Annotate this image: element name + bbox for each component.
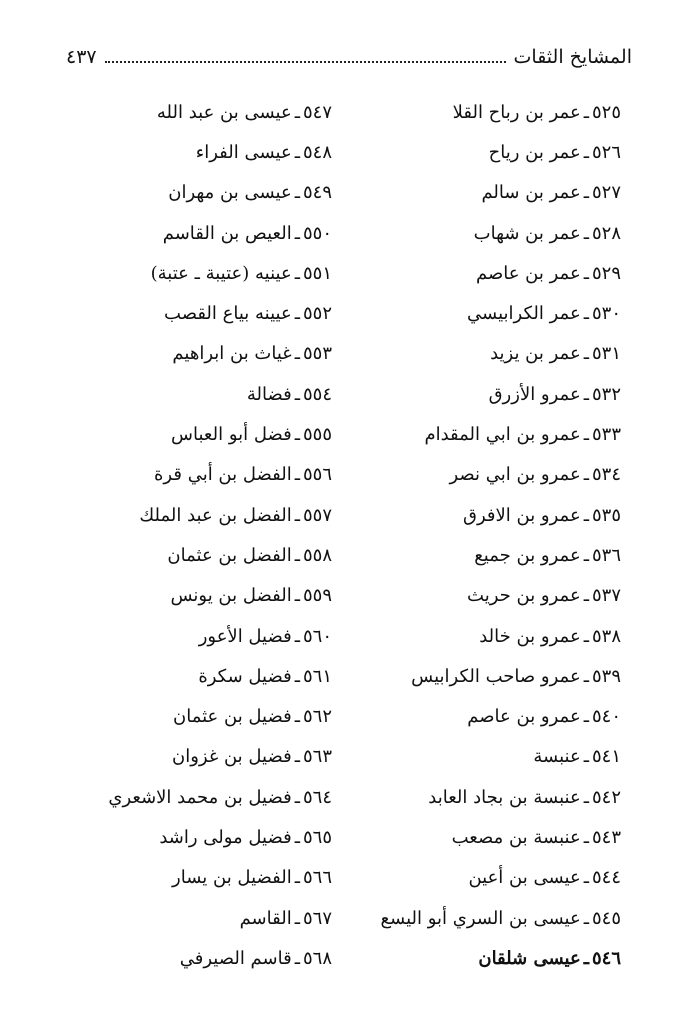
entry-name: الفضل بن أبي قرة bbox=[154, 464, 292, 486]
entry-name: عمرو بن ابي نصر bbox=[449, 464, 581, 486]
entry-name: فضل أبو العباس bbox=[171, 424, 292, 446]
entry-name: عمر بن رياح bbox=[488, 141, 581, 163]
list-item bbox=[361, 293, 621, 333]
entry-separator: ـ bbox=[294, 101, 300, 123]
entry-name: عنبسة bbox=[533, 746, 581, 768]
list-item bbox=[42, 616, 332, 656]
list-item bbox=[361, 656, 621, 696]
header-dot-leader bbox=[105, 47, 506, 63]
list-item bbox=[361, 616, 621, 656]
entry-separator: ـ bbox=[294, 706, 300, 728]
list-item bbox=[361, 696, 621, 736]
entry-number: ٥٦٧ bbox=[302, 907, 332, 929]
entry-separator: ـ bbox=[583, 141, 589, 163]
entry-number: ٥٥٣ bbox=[302, 343, 332, 365]
entry-separator: ـ bbox=[583, 222, 589, 244]
list-item bbox=[42, 92, 332, 132]
list-item bbox=[42, 293, 332, 333]
entry-name: فضيل بن غزوان bbox=[172, 746, 292, 768]
entry-name: عنبسة بن مصعب bbox=[451, 826, 581, 848]
list-item bbox=[361, 938, 621, 978]
entry-name: عيسى شلقان bbox=[478, 947, 581, 969]
entry-name: عمرو بن حريث bbox=[467, 585, 581, 607]
entry-name: فضيل بن عثمان bbox=[172, 706, 292, 728]
entry-number: ٥٦٢ bbox=[302, 706, 332, 728]
entry-name: فضالة bbox=[246, 383, 292, 405]
list-item bbox=[361, 455, 621, 495]
entry-number: ٥٦٠ bbox=[302, 625, 332, 647]
entry-name: عيسى الفراء bbox=[195, 141, 292, 163]
list-item bbox=[42, 173, 332, 213]
entry-name: عمرو الأزرق bbox=[488, 383, 581, 405]
entry-name: عمرو بن جميع bbox=[474, 544, 581, 566]
entry-number: ٥٦٤ bbox=[302, 786, 332, 808]
entry-name: عمر بن سالم bbox=[481, 182, 581, 204]
entry-number: ٥٥٥ bbox=[302, 424, 332, 446]
list-item bbox=[42, 737, 332, 777]
entry-number: ٥٣٢ bbox=[591, 383, 621, 405]
entry-separator: ـ bbox=[294, 182, 300, 204]
entry-separator: ـ bbox=[583, 665, 589, 687]
entry-name: عيسى بن أعين bbox=[468, 867, 581, 889]
entry-separator: ـ bbox=[294, 141, 300, 163]
entry-separator: ـ bbox=[294, 303, 300, 325]
entry-separator: ـ bbox=[583, 262, 589, 284]
list-item bbox=[42, 374, 332, 414]
list-item bbox=[361, 777, 621, 817]
list-item bbox=[42, 213, 332, 253]
entry-name: عمرو صاحب الكرابيس bbox=[411, 665, 581, 687]
entry-name: عمر بن رباح القلا bbox=[452, 101, 581, 123]
list-item bbox=[361, 213, 621, 253]
entry-number: ٥٥٧ bbox=[302, 504, 332, 526]
entry-number: ٥٥٩ bbox=[302, 585, 332, 607]
entry-number: ٥٣٩ bbox=[591, 665, 621, 687]
list-item bbox=[361, 92, 621, 132]
entry-number: ٥٥٠ bbox=[302, 222, 332, 244]
entry-separator: ـ bbox=[294, 625, 300, 647]
entry-separator: ـ bbox=[294, 746, 300, 768]
list-item bbox=[361, 858, 621, 898]
left-column-list bbox=[42, 92, 332, 979]
entry-name: فضيل مولى راشد bbox=[159, 826, 292, 848]
list-item bbox=[42, 455, 332, 495]
entry-number: ٥٢٥ bbox=[591, 101, 621, 123]
entry-separator: ـ bbox=[294, 907, 300, 929]
entry-number: ٥٤٩ bbox=[302, 182, 332, 204]
list-item bbox=[42, 696, 332, 736]
header-title: المشايخ الثقات bbox=[513, 46, 632, 68]
entry-number: ٥٣٥ bbox=[591, 504, 621, 526]
entry-name: فضيل بن محمد الاشعري bbox=[108, 786, 292, 808]
entry-separator: ـ bbox=[294, 665, 300, 687]
entry-number: ٥٤٤ bbox=[591, 867, 621, 889]
entry-name: عمر بن يزيد bbox=[490, 343, 581, 365]
list-item bbox=[42, 858, 332, 898]
entry-number: ٥٤٣ bbox=[591, 826, 621, 848]
entry-number: ٥٢٩ bbox=[591, 262, 621, 284]
entry-name: عينيه (عتيبة ـ عتبة) bbox=[150, 262, 292, 284]
entry-number: ٥٣٤ bbox=[591, 464, 621, 486]
entry-number: ٥٦١ bbox=[302, 665, 332, 687]
list-item bbox=[42, 253, 332, 293]
entry-number: ٥٦٨ bbox=[302, 947, 332, 969]
entry-number: ٥٤٢ bbox=[591, 786, 621, 808]
entry-name: عنبسة بن بجاد العابد bbox=[428, 786, 581, 808]
entry-separator: ـ bbox=[294, 383, 300, 405]
entry-separator: ـ bbox=[583, 504, 589, 526]
entry-separator: ـ bbox=[294, 585, 300, 607]
entry-number: ٥٦٥ bbox=[302, 826, 332, 848]
entry-number: ٥٣٦ bbox=[591, 544, 621, 566]
entry-name: عمرو بن عاصم bbox=[467, 706, 581, 728]
entry-separator: ـ bbox=[583, 786, 589, 808]
list-item bbox=[361, 495, 621, 535]
list-item bbox=[361, 535, 621, 575]
entry-separator: ـ bbox=[294, 544, 300, 566]
list-item bbox=[42, 535, 332, 575]
entry-name: عيسى بن مهران bbox=[168, 182, 292, 204]
entry-separator: ـ bbox=[294, 786, 300, 808]
entry-number: ٥٢٧ bbox=[591, 182, 621, 204]
list-item bbox=[42, 495, 332, 535]
entry-number: ٥٤١ bbox=[591, 746, 621, 768]
entry-name: الفضل بن عبد الملك bbox=[139, 504, 292, 526]
entry-number: ٥٥٦ bbox=[302, 464, 332, 486]
entry-separator: ـ bbox=[294, 826, 300, 848]
entry-number: ٥٢٨ bbox=[591, 222, 621, 244]
entry-separator: ـ bbox=[583, 303, 589, 325]
entry-separator: ـ bbox=[583, 947, 589, 969]
entry-name: عمر بن شهاب bbox=[473, 222, 581, 244]
entry-number: ٥٤٠ bbox=[591, 706, 621, 728]
entry-number: ٥٦٦ bbox=[302, 867, 332, 889]
entry-name: القاسم bbox=[239, 907, 292, 929]
entry-separator: ـ bbox=[583, 182, 589, 204]
entry-separator: ـ bbox=[583, 383, 589, 405]
entry-name: الفضيل بن يسار bbox=[172, 867, 292, 889]
entry-separator: ـ bbox=[583, 746, 589, 768]
entry-number: ٥٣٧ bbox=[591, 585, 621, 607]
entry-name: قاسم الصيرفي bbox=[179, 947, 292, 969]
right-column-list bbox=[361, 92, 621, 979]
entry-separator: ـ bbox=[583, 625, 589, 647]
entry-separator: ـ bbox=[583, 343, 589, 365]
entry-name: فضيل سكرة bbox=[198, 665, 292, 687]
entry-number: ٥٢٦ bbox=[591, 141, 621, 163]
entry-name: العيص بن القاسم bbox=[162, 222, 292, 244]
entry-name: الفضل بن يونس bbox=[170, 585, 292, 607]
entry-separator: ـ bbox=[294, 343, 300, 365]
list-item bbox=[361, 132, 621, 172]
list-item bbox=[42, 132, 332, 172]
entry-name: عمرو بن خالد bbox=[479, 625, 581, 647]
entry-separator: ـ bbox=[583, 101, 589, 123]
entry-name: عيينه بياع القصب bbox=[164, 303, 292, 325]
entry-name: عمرو بن الافرق bbox=[463, 504, 581, 526]
list-item bbox=[42, 898, 332, 938]
list-item bbox=[361, 898, 621, 938]
entry-separator: ـ bbox=[583, 544, 589, 566]
entry-name: عمرو بن ابي المقدام bbox=[424, 424, 581, 446]
entry-number: ٥٣٨ bbox=[591, 625, 621, 647]
entry-number: ٥٥١ bbox=[302, 262, 332, 284]
list-item bbox=[361, 374, 621, 414]
entry-name: عيسى بن عبد الله bbox=[156, 101, 292, 123]
list-item bbox=[361, 334, 621, 374]
entry-separator: ـ bbox=[583, 464, 589, 486]
list-item bbox=[361, 817, 621, 857]
list-item bbox=[361, 737, 621, 777]
list-item bbox=[42, 938, 332, 978]
list-item bbox=[361, 253, 621, 293]
entry-number: ٥٤٥ bbox=[591, 907, 621, 929]
entry-name: عيسى بن السري أبو اليسع bbox=[380, 907, 581, 929]
entry-separator: ـ bbox=[294, 222, 300, 244]
list-item bbox=[42, 334, 332, 374]
entry-separator: ـ bbox=[294, 424, 300, 446]
entry-separator: ـ bbox=[294, 947, 300, 969]
entry-number: ٥٥٤ bbox=[302, 383, 332, 405]
entry-name: عمر الكرابيسي bbox=[467, 303, 581, 325]
running-header bbox=[66, 42, 632, 72]
list-item bbox=[361, 576, 621, 616]
entry-separator: ـ bbox=[294, 262, 300, 284]
entry-separator: ـ bbox=[294, 867, 300, 889]
entry-separator: ـ bbox=[294, 464, 300, 486]
entry-separator: ـ bbox=[294, 504, 300, 526]
entry-number: ٥٥٢ bbox=[302, 303, 332, 325]
entry-separator: ـ bbox=[583, 907, 589, 929]
entry-number: ٥٣١ bbox=[591, 343, 621, 365]
entry-number: ٥٣٠ bbox=[591, 303, 621, 325]
entry-number: ٥٤٦ bbox=[591, 947, 621, 969]
list-item bbox=[42, 777, 332, 817]
entry-separator: ـ bbox=[583, 424, 589, 446]
entry-name: الفضل بن عثمان bbox=[167, 544, 292, 566]
entry-number: ٥٦٣ bbox=[302, 746, 332, 768]
entry-separator: ـ bbox=[583, 867, 589, 889]
entry-number: ٥٣٣ bbox=[591, 424, 621, 446]
list-item bbox=[42, 414, 332, 454]
entry-number: ٥٥٨ bbox=[302, 544, 332, 566]
entry-separator: ـ bbox=[583, 585, 589, 607]
entry-number: ٥٤٨ bbox=[302, 141, 332, 163]
list-item bbox=[42, 656, 332, 696]
entry-name: غياث بن ابراهيم bbox=[172, 343, 292, 365]
entry-name: عمر بن عاصم bbox=[475, 262, 581, 284]
entry-separator: ـ bbox=[583, 706, 589, 728]
list-item bbox=[361, 414, 621, 454]
page-number: ٤٣٧ bbox=[66, 46, 97, 68]
entry-separator: ـ bbox=[583, 826, 589, 848]
list-item bbox=[361, 173, 621, 213]
entry-name: فضيل الأعور bbox=[198, 625, 292, 647]
list-item bbox=[42, 576, 332, 616]
list-item bbox=[42, 817, 332, 857]
entry-number: ٥٤٧ bbox=[302, 101, 332, 123]
